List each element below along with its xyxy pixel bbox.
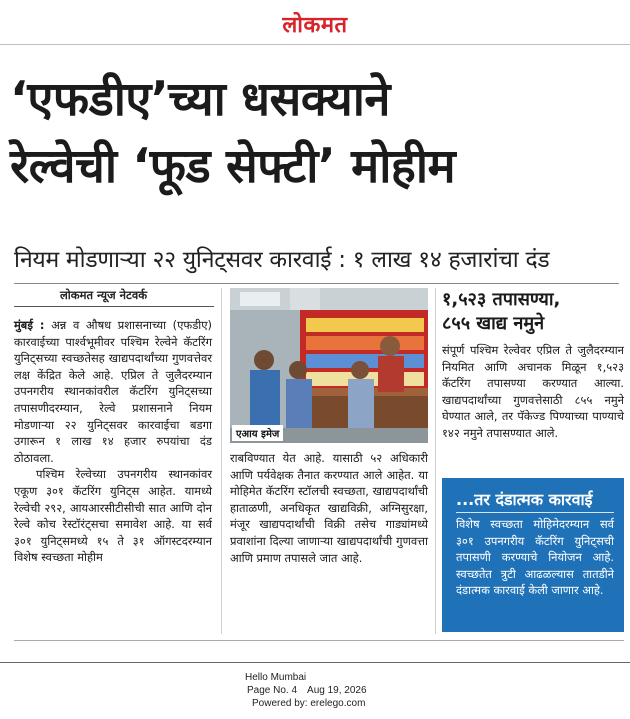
lokmat-logo: लोकमत — [282, 12, 348, 38]
footer-page-no: Page No. 4 — [247, 685, 298, 696]
penalty-box-text: विशेष स्वच्छता मोहिमेदरम्यान सर्व ३०१ उपनगरीय कॅटरिंग युनिट्सची तपासणी करण्याचे नियोजन आहे. स्वच्छतेत त्रुटी आढळल्यास तातडीने दंडात्मक कारवाई केली जाणार आहे. — [456, 517, 614, 598]
article-column-2: राबविण्यात येत आहे. यासाठी ५२ अधिकारी आणि पर्यवेक्षक तैनात करण्यात आले आहेत. या मोहिमेत कॅटरिंग स्टॉलची स्वच्छता, खाद्यपदार्थांची हाताळणी, अनधिकृत खाद्यविक्री, अग्निसुरक्षा, मंजूर खाद्यपदार्थांची विक्री तसेच गाड्यांमध्ये प्रवाशांना दिल्या जाणाऱ्या खाद्यपदार्थांची गुणवत्ता आणि प्रमाण तपासले जात आहे. — [230, 451, 428, 565]
page-divider — [0, 662, 630, 663]
article-photo — [230, 288, 428, 443]
sidebar-title-line-1: १,५२३ तपासण्या, — [442, 289, 561, 310]
dateline: मुंबई : — [14, 318, 45, 332]
sidebar-text: संपूर्ण पश्चिम रेल्वेवर एप्रिल ते जुलैदरम्यान नियमित आणि अचानक मिळून १,५२३ कॅटरिंग तपासण्या करण्यात आल्या. खाद्यपदार्थांच्या गुणवत्तेसाठी ८५५ नमुने घेण्यात आले, तर पॅकेज्ड पिण्याच्या पाण्याचे १४२ नमुने तपासण्यात आले. — [442, 343, 624, 440]
penalty-info-box — [442, 478, 624, 632]
masthead-divider — [0, 44, 630, 45]
byline-divider — [14, 306, 214, 307]
article-column-1 — [14, 317, 212, 566]
catering-stall-illustration — [230, 288, 428, 443]
penalty-box-title: ...तर दंडात्मक कारवाई — [456, 490, 593, 509]
subheadline-divider — [14, 283, 619, 284]
headline-line-2: रेल्वेची ‘फूड सेफ्टी’ मोहीम — [10, 139, 456, 194]
article-bottom-divider — [14, 640, 624, 641]
paragraph-1-text: अन्न व औषध प्रशासनाच्या (एफडीए) कारवाईच्या पार्श्वभूमीवर पश्चिम रेल्वेने कॅटरिंग युनिट्सच्या स्वच्छतेसह खाद्यपदार्थांच्या गुणवत्तेवर लक्ष केंद्रित केले आहे. एप्रिल ते जुलैदरम्यान उपनगरीय स्थानकांवरील कॅटरिंग युनिट्सच्या तपासणीदरम्यान, रेल्वे प्रशासनाने नियम मोडणाऱ्या २२ युनिट्सवर कारवाईचा बडगा उगारून १ लाख १४ हजार रुपयांचा दंड ठोठावला. — [14, 318, 212, 465]
article-paragraph-2: पश्चिम रेल्वेच्या उपनगरीय स्थानकांवर एकूण ३०१ कॅटरिंग युनिट्स आहेत. यामध्ये रेल्वेची २९२, आयआरसीटीसीची सात आणि दोन रेल्वे कोच रेस्टॉरंट्सचा समावेश आहे. या सर्व ३०१ युनिट्समध्ये १५ ते ३१ ऑगस्टदरम्यान विशेष स्वच्छता मोहीम — [14, 467, 212, 565]
sidebar-title — [442, 288, 624, 336]
footer-page-info — [247, 685, 367, 698]
headline — [10, 66, 622, 200]
footer-powered-by: Powered by: erelego.com — [252, 698, 366, 709]
column-divider-2 — [435, 288, 436, 634]
column-divider-1 — [221, 288, 222, 634]
article-paragraph-1 — [14, 317, 212, 466]
subheadline: नियम मोडणाऱ्या २२ युनिट्सवर कारवाई : १ लाख १४ हजारांचा दंड — [14, 247, 550, 273]
photo-caption: एआय इमेज — [232, 425, 283, 441]
headline-line-1: ‘एफडीए’च्या धसक्याने — [10, 72, 390, 127]
byline: लोकमत न्यूज नेटवर्क — [60, 288, 148, 302]
sidebar-title-line-2: ८५५ खाद्य नमुने — [442, 313, 545, 334]
masthead — [0, 0, 630, 44]
footer-date: Aug 19, 2026 — [307, 685, 367, 696]
penalty-box-divider — [456, 512, 614, 513]
footer-edition: Hello Mumbai — [245, 672, 307, 683]
